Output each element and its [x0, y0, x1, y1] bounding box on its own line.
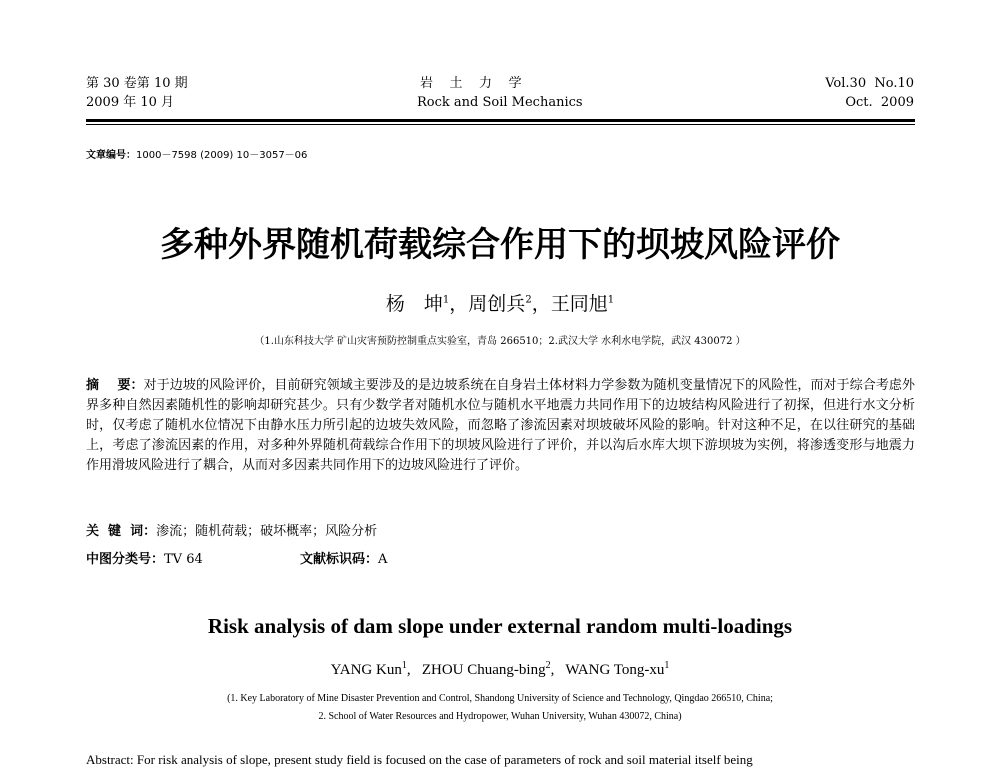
author-en-2: ZHOU Chuang-bing: [421, 662, 546, 678]
doc-code-label: 文献标识码：: [300, 552, 379, 567]
author-sep: ,: [550, 662, 566, 678]
affiliations-en-line2: 2. School of Water Resources and Hydropower, Wuhan University, Wuhan 430072, China): [318, 711, 682, 722]
document-code: [300, 550, 387, 570]
authors-cn: [0, 292, 1000, 316]
keywords-cn-label: 关 键 词：: [86, 524, 157, 539]
clc-label: 中图分类号：: [86, 552, 165, 567]
abstract-cn: [86, 376, 915, 476]
affiliations-en-line1: (1. Key Laboratory of Mine Disaster Prevention and Control, Shandong University of Science and Technology, Qingdao 266510, China;: [227, 693, 773, 704]
abstract-cn-text: 对于边坡的风险评价，目前研究领域主要涉及的是边坡系统在自身岩土体材料力学参数为随机变量情况下的风险性，而对于综合考虑外界多种自然因素随机性的影响却研究甚少。只有少数学者对随机水位与随机水平地震力共同作用下的边坡结构风险进行了初探，但进行水文分析时，仅考虑了随机水位情况下由静水压力所引起的边坡失效风险，而忽略了渗流因素对坝坡破坏风险的影响。针对这种不足，在以往研究的基础上，考虑了渗流因素的作用，对多种外界随机荷载综合作用下的坝坡风险进行了评价，并以沟后水库大坝下游坝坡为实例，将渗透变形与地震力作用滑坡风险进行了耦合，从而对多因素共同作用下的边坡风险进行了评价。: [86, 378, 915, 473]
author-en-2-affil: 2: [545, 660, 551, 671]
date-cn: 2009 年 10 月: [86, 95, 175, 110]
volume-issue-cn: 第 30 卷第 10 期: [86, 76, 188, 91]
affiliations-cn: （1.山东科技大学 矿山灾害预防控制重点实验室，青岛 266510；2.武汉大学 水利水电学院，武汉 430072 ）: [254, 336, 746, 347]
article-number-value: 1000－7598 (2009) 10－3057－06: [136, 150, 308, 161]
date-en: Oct. 2009: [845, 95, 914, 110]
clc-value: TV 64: [164, 552, 203, 567]
author-cn-2-affil: 2: [525, 294, 532, 306]
author-cn-1: 杨 坤: [385, 293, 443, 315]
author-sep: ,: [406, 662, 422, 678]
volume-issue-en: Vol.30 No.10: [825, 76, 914, 91]
keywords-cn: [86, 522, 377, 542]
title-cn: 多种外界随机荷载综合作用下的坝坡风险评价: [160, 225, 840, 265]
abstract-cn-label: 摘 要：: [86, 378, 144, 393]
author-cn-2: 周创兵: [468, 293, 526, 315]
journal-name-cn: 岩 土 力 学: [420, 76, 522, 91]
title-en: Risk analysis of dam slope under external random multi-loadings: [207, 614, 793, 638]
author-en-1-affil: 1: [401, 660, 407, 671]
abstract-en-partial: Abstract: For risk analysis of slope, present study field is focused on the case of parameters of rock and soil material itself being: [86, 752, 753, 767]
author-cn-1-affil: 1: [442, 294, 450, 306]
author-en-3-affil: 1: [664, 660, 670, 671]
header-rule-thin: [86, 124, 915, 125]
author-sep: ，: [449, 293, 469, 315]
author-en-3: WANG Tong-xu: [565, 662, 665, 678]
author-cn-3-affil: 1: [607, 294, 615, 306]
author-cn-3: 王同旭: [550, 293, 608, 315]
journal-name-en: Rock and Soil Mechanics: [417, 95, 583, 110]
authors-en: [0, 660, 1000, 680]
doc-code-value: A: [378, 552, 388, 567]
classification-number: [86, 550, 203, 570]
header-rule-thick: [86, 119, 915, 122]
author-en-1: YANG Kun: [330, 662, 402, 678]
article-number-label: 文章编号：: [86, 150, 136, 161]
author-sep: ，: [531, 293, 551, 315]
keywords-cn-text: 渗流；随机荷载；破坏概率；风险分析: [156, 524, 378, 539]
article-number: [86, 146, 307, 161]
